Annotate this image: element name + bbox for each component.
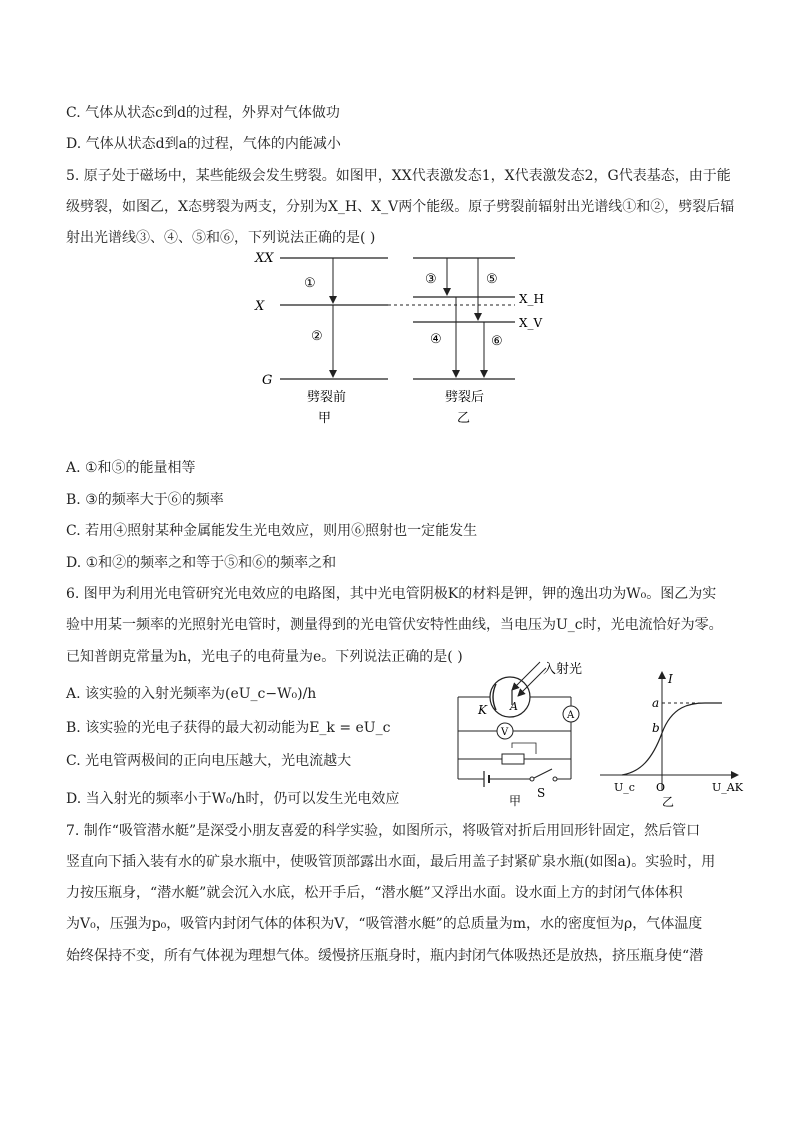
q7-stem-line3: 力按压瓶身，“潜水艇”就会沉入水底，松开手后，“潜水艇”又浮出水面。设水面上方的封闭气体体积 (66, 885, 683, 901)
circle-4: ④ (430, 332, 442, 347)
q6-stem-line3: 已知普朗克常量为h，光电子的电荷量为e。下列说法正确的是( ) (66, 649, 463, 665)
q7-stem-line4: 为V₀，压强为p₀，吸管内封闭气体的体积为V，“吸管潜水艇”的总质量为m，水的密度恒为ρ，气体温度 (66, 916, 703, 932)
rheostat (502, 754, 524, 764)
label-uc: U_c (614, 781, 635, 794)
q6-option-a: A. 该实验的入射光频率为(eU_c−W₀)/h (66, 686, 317, 702)
caption-jia-6: 甲 (509, 794, 522, 808)
label-xh: X_H (519, 292, 545, 306)
label-ammeter: A (567, 710, 575, 721)
label-a: a (652, 696, 660, 710)
label-i: I (668, 672, 673, 686)
q5-option-d: D. ①和②的频率之和等于⑤和⑥的频率之和 (66, 555, 337, 571)
q6-stem-line1: 6. 图甲为利用光电管研究光电效应的电路图，其中光电管阴极K的材料是钾，钾的逸出功为W₀。图乙为实 (66, 586, 717, 602)
label-voltmeter: V (501, 727, 509, 738)
q5-option-b: B. ③的频率大于⑥的频率 (66, 492, 224, 508)
caption-yi-6: 乙 (662, 795, 675, 809)
figure-energy-levels (240, 244, 560, 430)
iv-curve (622, 703, 722, 775)
label-b: b (652, 721, 660, 735)
circle-3: ③ (425, 272, 437, 287)
q5-stem-line2: 级劈裂，如图乙，X态劈裂为两支，分别为X_H、X_V两个能级。原子劈裂前辐射出光谱线①和②，劈裂后辐 (66, 199, 735, 215)
q6-stem-line2: 验中用某一频率的光照射光电管时，测量得到的光电管伏安特性曲线，当电压为U_c时，光电流恰好为零。 (66, 617, 723, 633)
q5-option-c: C. 若用④照射某种金属能发生光电效应，则用⑥照射也一定能发生 (66, 523, 478, 539)
q5-option-a: A. ①和⑤的能量相等 (66, 460, 196, 476)
label-k: K (478, 703, 487, 717)
label-a-tube: A (510, 700, 518, 713)
circle-5: ⑤ (486, 272, 498, 287)
caption-before: 劈裂前 (307, 390, 347, 405)
switch (534, 769, 552, 778)
label-g: G (262, 373, 273, 388)
q7-stem-line2: 竖直向下插入装有水的矿泉水瓶中，使吸管顶部露出水面，最后用盖子封紧矿泉水瓶(如图a)。实验时，用 (66, 854, 716, 870)
label-o: O (656, 781, 666, 794)
label-uak: U_AK (712, 781, 743, 794)
caption-jia: 甲 (318, 411, 332, 426)
caption-yi: 乙 (457, 411, 471, 426)
option-d-prev: D. 气体从状态d到a的过程，气体的内能减小 (66, 136, 341, 152)
cathode-k (493, 684, 496, 710)
circle-6: ⑥ (491, 334, 503, 349)
label-switch: S (537, 786, 546, 800)
q7-stem-line1: 7. 制作“吸管潜水艇”是深受小朋友喜爱的科学实验，如图所示，将吸管对折后用回形针固定，然后管口 (66, 823, 701, 839)
figure-photoelectric (445, 655, 745, 815)
label-light: 入射光 (543, 662, 583, 677)
q6-option-c: C. 光电管两极间的正向电压越大，光电流越大 (66, 753, 352, 769)
light-ray-2 (518, 668, 546, 696)
q5-stem-line1: 5. 原子处于磁场中，某些能级会发生劈裂。如图甲，XX代表激发态1，X代表激发态2，G代表基态，由于能 (66, 168, 731, 184)
circle-1: ① (304, 276, 316, 291)
label-x: X (255, 299, 265, 314)
circle-2: ② (311, 329, 323, 344)
q5-stem-line3: 射出光谱线③、④、⑤和⑥，下列说法正确的是( ) (66, 230, 376, 246)
q7-stem-line5: 始终保持不变，所有气体视为理想气体。缓慢挤压瓶身时，瓶内封闭气体吸热还是放热，挤压瓶身使“潜 (66, 948, 704, 964)
caption-after: 劈裂后 (445, 390, 485, 405)
option-c-prev: C. 气体从状态c到d的过程，外界对气体做功 (66, 105, 340, 121)
q6-option-d: D. 当入射光的频率小于W₀/h时，仍可以发生光电效应 (66, 791, 400, 807)
q6-option-b: B. 该实验的光电子获得的最大初动能为E_k = eU_c (66, 720, 391, 736)
label-xv: X_V (519, 316, 543, 330)
label-xx: XX (255, 251, 274, 266)
